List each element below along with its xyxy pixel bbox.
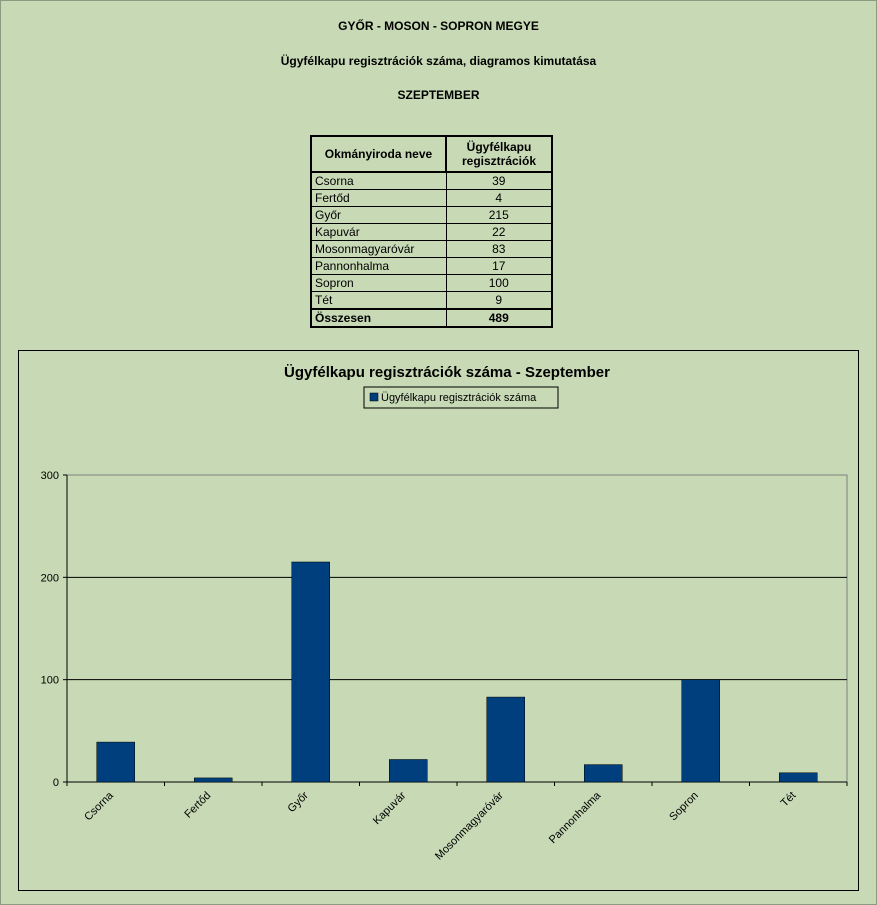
plot-area: [41, 470, 847, 863]
total-value: 489: [446, 309, 552, 327]
x-tick-label: Mosonmagyaróvár: [432, 789, 506, 863]
header-registrations-line2: regisztrációk: [461, 154, 537, 168]
y-tick-label: 200: [40, 572, 59, 585]
table-row: [311, 172, 552, 190]
table-row: [311, 224, 552, 241]
county-title: GYŐR - MOSON - SOPRON MEGYE: [338, 19, 539, 33]
chart-title: Ügyfélkapu regisztrációk száma - Szeptember: [284, 364, 610, 381]
office-name: Győr: [311, 207, 446, 224]
registration-count: 100: [446, 275, 552, 292]
y-tick-label: 100: [40, 674, 59, 687]
office-name: Tét: [311, 292, 446, 310]
header-registrations-line1: Ügyfélkapu: [466, 140, 532, 154]
registration-table: [310, 135, 553, 328]
x-tick-label: Sopron: [667, 789, 701, 824]
month-title: SZEPTEMBER: [397, 88, 480, 102]
table-row: [311, 275, 552, 292]
table-row: [311, 258, 552, 275]
registration-count: 215: [446, 207, 552, 224]
table-row: [311, 241, 552, 258]
bar-mosonmagyaróvár: [487, 697, 525, 782]
header-office-name: Okmányiroda neve: [311, 136, 446, 172]
bar-fertőd: [194, 778, 232, 782]
office-name: Pannonhalma: [311, 258, 446, 275]
table-row: [311, 292, 552, 310]
y-tick-label: 0: [52, 777, 59, 789]
legend-swatch: [370, 393, 378, 401]
header-registrations: [446, 136, 552, 172]
table-row: [311, 190, 552, 207]
bar-tét: [779, 773, 817, 782]
registration-count: 4: [446, 190, 552, 207]
plot-border: [67, 475, 847, 782]
bar-kapuvár: [389, 759, 427, 782]
chart-area: [18, 350, 859, 891]
bar-győr: [292, 562, 330, 782]
registration-count: 22: [446, 224, 552, 241]
x-tick-label: Győr: [285, 789, 311, 815]
x-tick-label: Tét: [778, 789, 799, 810]
report-subtitle: Ügyfélkapu regisztrációk száma, diagramos kimutatása: [280, 54, 597, 68]
bar-pannonhalma: [584, 765, 622, 782]
legend-label: Ügyfélkapu regisztrációk száma: [381, 392, 537, 404]
office-name: Fertőd: [311, 190, 446, 207]
total-label: Összesen: [311, 309, 446, 327]
registration-count: 39: [446, 172, 552, 190]
registration-count: 17: [446, 258, 552, 275]
table-row: [311, 207, 552, 224]
registration-count: 9: [446, 292, 552, 310]
office-name: Kapuvár: [311, 224, 446, 241]
bar-sopron: [682, 680, 720, 782]
total-row: [311, 309, 552, 327]
office-name: Csorna: [311, 172, 446, 190]
office-name: Mosonmagyaróvár: [311, 241, 446, 258]
y-tick-label: 300: [40, 470, 59, 482]
bar-chart: [19, 351, 860, 892]
x-tick-label: Fertőd: [182, 789, 214, 821]
office-name: Sopron: [311, 275, 446, 292]
bar-csorna: [97, 742, 135, 782]
legend: [364, 387, 558, 408]
registration-count: 83: [446, 241, 552, 258]
x-tick-label: Kapuvár: [370, 789, 409, 828]
x-tick-label: Pannonhalma: [546, 789, 604, 847]
x-tick-label: Csorna: [82, 789, 116, 824]
